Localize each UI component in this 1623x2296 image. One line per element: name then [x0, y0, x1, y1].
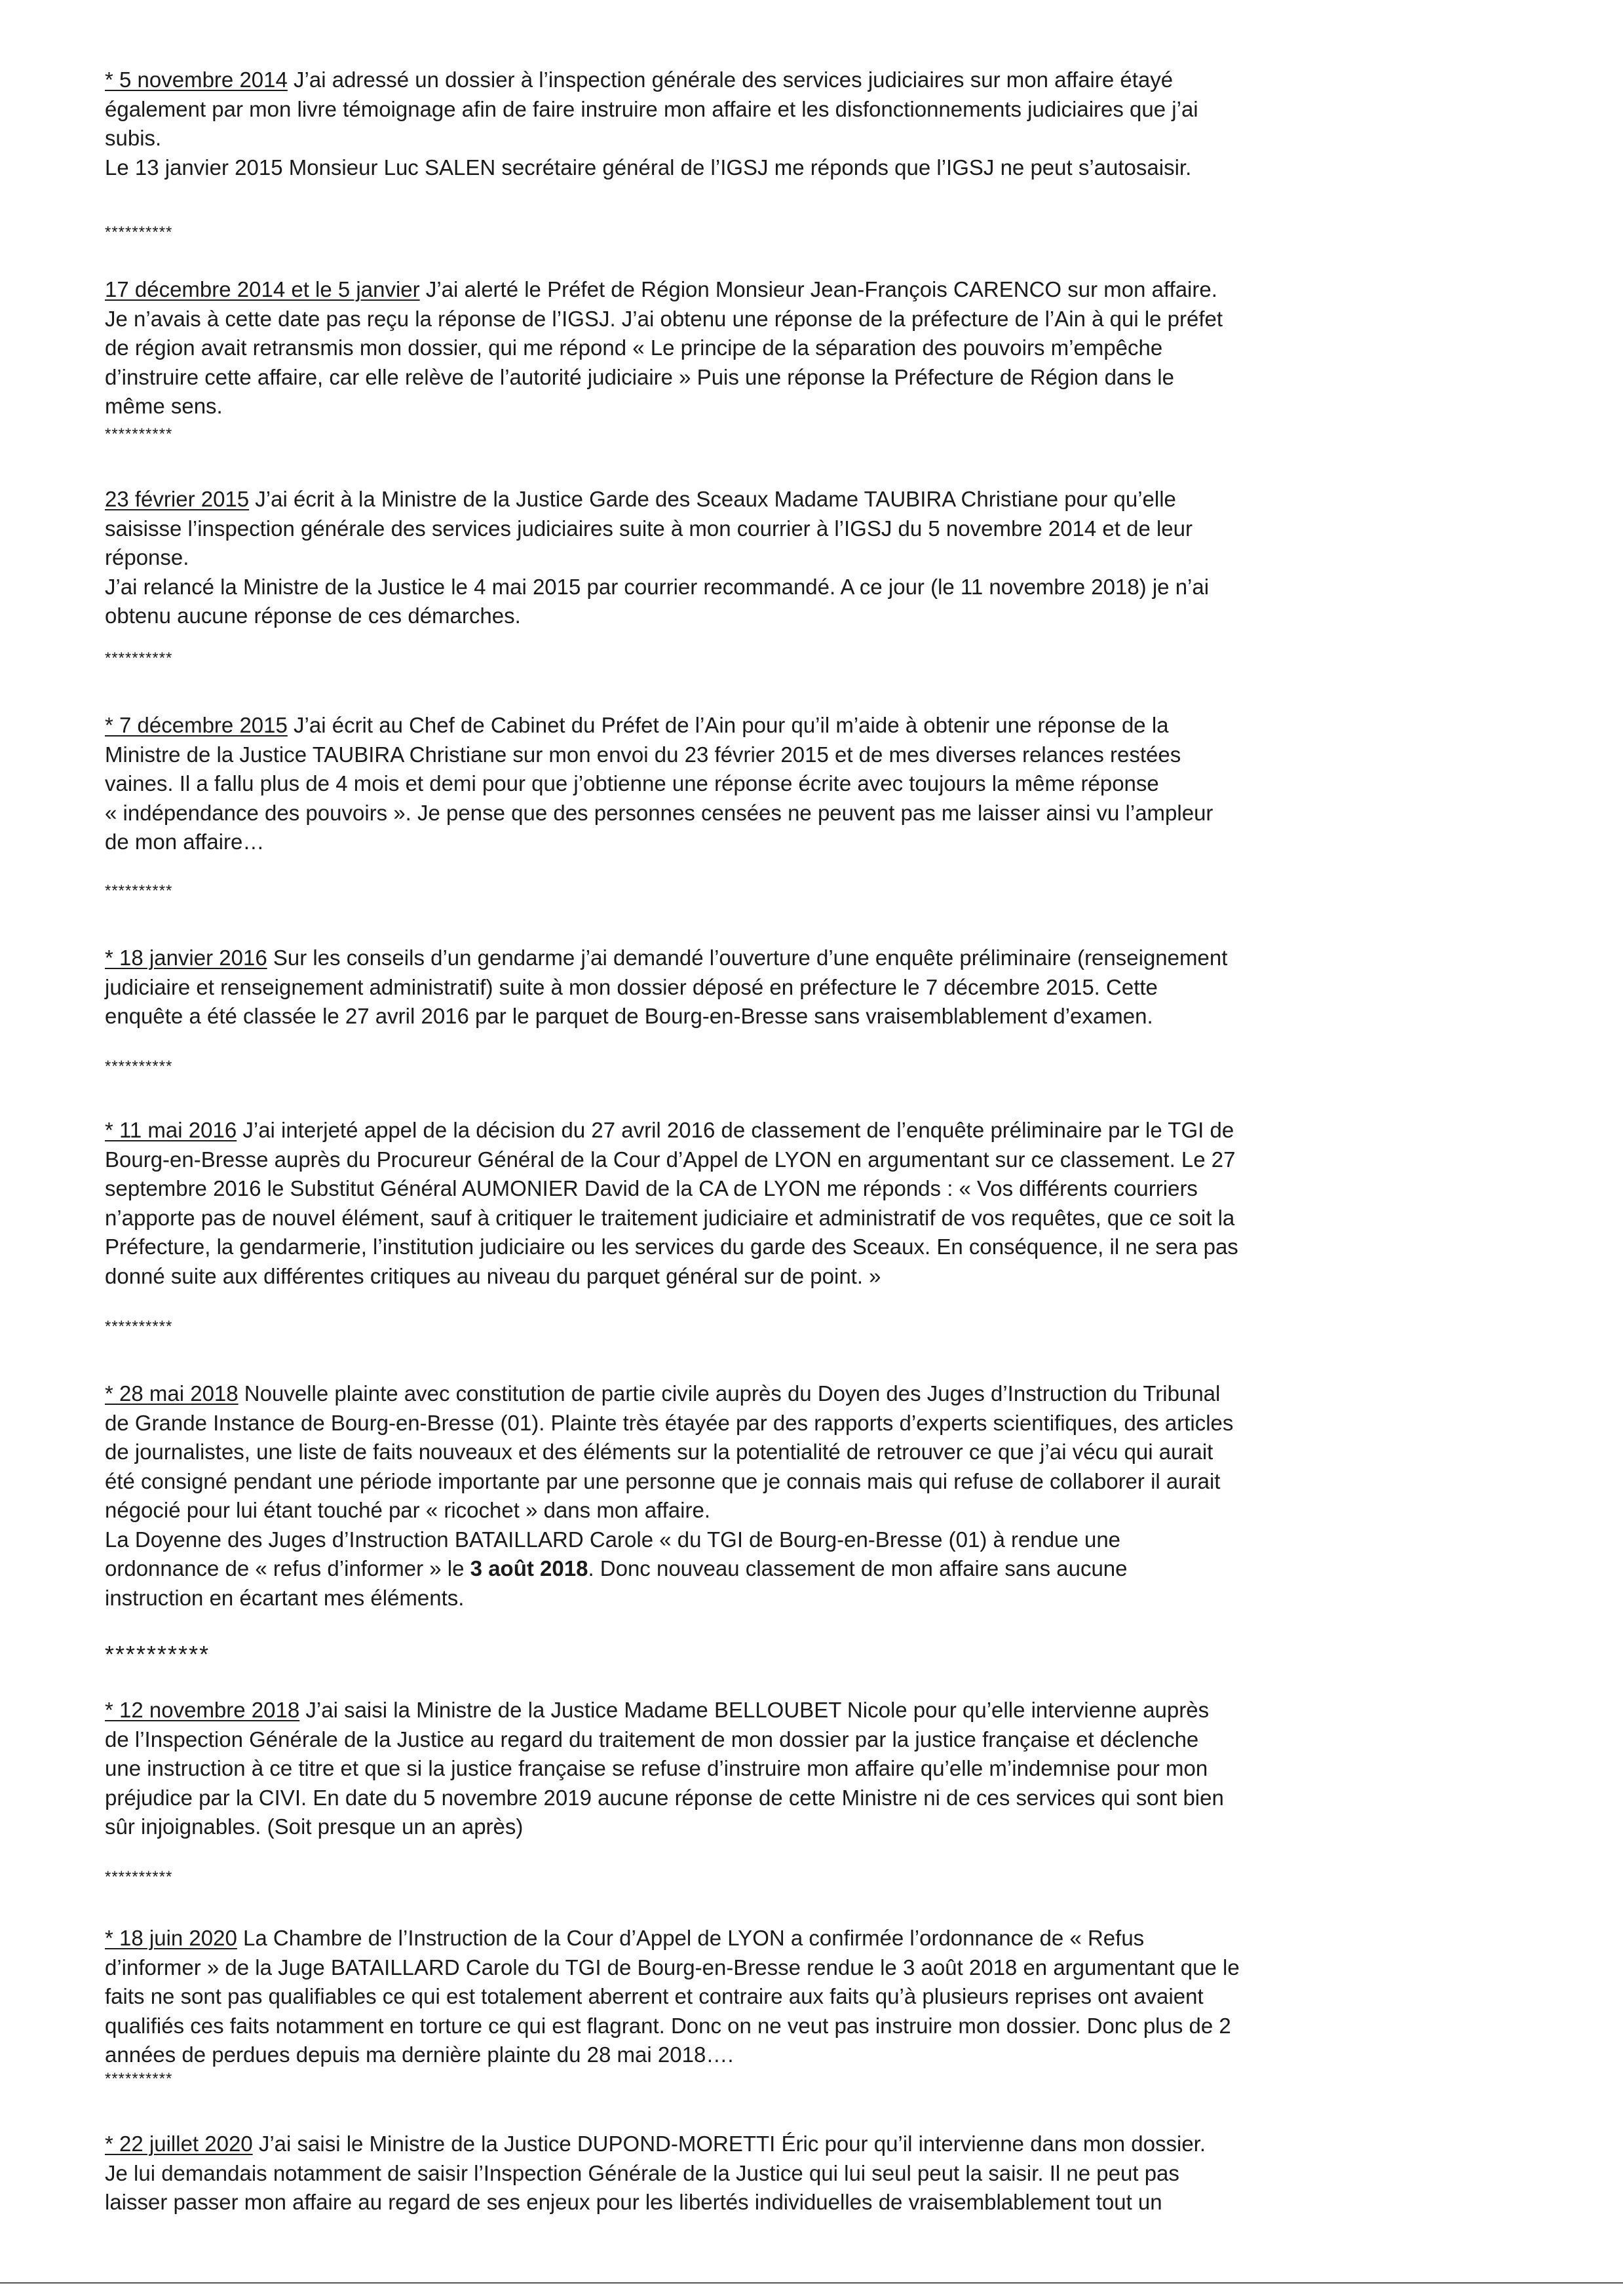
entry-text: enquête a été classée le 27 avril 2016 par le parquet de Bourg-en-Bresse sans vraisemblablement d’examen.: [105, 1004, 1153, 1028]
entry-text: vaines. Il a fallu plus de 4 mois et demi pour que j’obtienne une réponse écrite avec toujours la même réponse: [105, 771, 1159, 795]
entry: [105, 1379, 1233, 1613]
entry-text: réponse.: [105, 545, 189, 569]
entry-date: * 22 juillet 2020: [105, 2132, 253, 2156]
entry-text: donné suite aux différentes critiques au niveau du parquet général sur de point. »: [105, 1263, 881, 1288]
entry-text: . Donc nouveau classement de mon affaire sans aucune: [588, 1556, 1128, 1580]
entry: [105, 711, 1213, 857]
entry-date: * 28 mai 2018: [105, 1381, 239, 1406]
separator: **********: [105, 1058, 173, 1075]
entry-text: Nouvelle plainte avec constitution de partie civile auprès du Doyen des Juges d’Instruction du Tribunal: [238, 1381, 1221, 1406]
entry-text: subis.: [105, 126, 162, 150]
entry-text: négocié pour lui étant touché par « ricochet » dans mon affaire.: [105, 1498, 710, 1522]
entry-bold-date: 3 août 2018: [470, 1556, 588, 1580]
entry-text: laisser passer mon affaire au regard de ses enjeux pour les libertés individuelles de vraisemblablement tout un: [105, 2190, 1162, 2214]
entry-text: obtenu aucune réponse de ces démarches.: [105, 603, 521, 628]
entry: [105, 1696, 1224, 1842]
entry-date: 23 février 2015: [105, 487, 250, 511]
entry-text: même sens.: [105, 394, 223, 418]
entry: [105, 1924, 1240, 2070]
separator: **********: [105, 882, 173, 900]
entry-text: Je lui demandais notamment de saisir l’Inspection Générale de la Justice qui lui seul peut la saisir. Il ne peut pas: [105, 2160, 1179, 2185]
entry: [105, 1116, 1238, 1291]
entry-text: J’ai relancé la Ministre de la Justice le 4 mai 2015 par courrier recommandé. A ce jour (le 11 novembre 2018) je n’ai: [105, 574, 1210, 599]
entry-date: * 12 novembre 2018: [105, 1698, 300, 1722]
entry-text: années de perdues depuis ma dernière plainte du 28 mai 2018….: [105, 2042, 734, 2067]
page-bottom-rule: [0, 2282, 1623, 2284]
entry: [105, 485, 1209, 631]
entry-text: judiciaire et renseignement administratif) suite à mon dossier déposé en préfecture le 7 décembre 2015. Cette: [105, 974, 1158, 999]
entry-text: J’ai saisi la Ministre de la Justice Madame BELLOUBET Nicole pour qu’elle intervienne auprès: [299, 1698, 1210, 1722]
entry-date: 17 décembre 2014 et le 5 janvier: [105, 277, 420, 301]
entry-text: de mon affaire…: [105, 830, 265, 854]
entry-text: également par mon livre témoignage afin de faire instruire mon affaire et les disfonctionnements judiciaires que j’ai: [105, 96, 1198, 121]
entry-text: J’ai saisi le Ministre de la Justice DUPOND-MORETTI Éric pour qu’il intervienne dans mon dossier.: [252, 2132, 1206, 2156]
entry-text: Je n’avais à cette date pas reçu la réponse de l’IGSJ. J’ai obtenu une réponse de la préfecture de l’Ain à qui le préfet: [105, 306, 1223, 331]
entry-text: ordonnance de « refus d’informer » le: [105, 1556, 470, 1580]
entry-text: Ministre de la Justice TAUBIRA Christiane sur mon envoi du 23 février 2015 et de mes diverses relances restées: [105, 742, 1181, 767]
entry-text: Préfecture, la gendarmerie, l’institution judiciaire ou les services du garde des Sceaux. En conséquence, il ne sera pas: [105, 1234, 1238, 1259]
entry-text: d’informer » de la Juge BATAILLARD Carole du TGI de Bourg-en-Bresse rendue le 3 août 2018 en argumentant que le: [105, 1955, 1240, 1980]
entry-text: La Doyenne des Juges d’Instruction BATAILLARD Carole « du TGI de Bourg-en-Bresse (01) à rendue une: [105, 1527, 1121, 1552]
entry-text: été consigné pendant une période importante par une personne que je connais mais qui refuse de collaborer il aurait: [105, 1468, 1221, 1493]
entry-text: J’ai alerté le Préfet de Région Monsieur Jean-François CARENCO sur mon affaire.: [419, 277, 1217, 301]
entry-text: qualifiés ces faits notamment en torture ce qui est flagrant. Donc on ne veut pas instruire mon dossier. Donc plus de 2: [105, 2013, 1231, 2038]
entry-text: préjudice par la CIVI. En date du 5 novembre 2019 aucune réponse de cette Ministre ni de ces services qui sont bien: [105, 1785, 1224, 1810]
separator: **********: [105, 1318, 173, 1335]
entry-text: n’apporte pas de nouvel élément, sauf à critiquer le traitement judiciaire et administratif de vos requêtes, que ce soit la: [105, 1205, 1235, 1230]
entry: [105, 275, 1223, 421]
entry-date: * 5 novembre 2014: [105, 67, 288, 92]
entry-date: * 18 juin 2020: [105, 1926, 237, 1950]
entry-text: La Chambre de l’Instruction de la Cour d’Appel de LYON a confirmée l’ordonnance de « Refus: [237, 1926, 1145, 1950]
entry: [105, 2130, 1206, 2217]
entry-text: J’ai écrit au Chef de Cabinet du Préfet de l’Ain pour qu’il m’aide à obtenir une réponse de la: [287, 713, 1169, 737]
separator: **********: [105, 425, 173, 443]
entry-text: « indépendance des pouvoirs ». Je pense que des personnes censées ne peuvent pas me laisser ainsi vu l’ampleur: [105, 800, 1213, 825]
entry-text: saisisse l’inspection générale des services judiciaires suite à mon courrier à l’IGSJ du 5 novembre 2014 et de leur: [105, 516, 1193, 541]
entry-date: * 7 décembre 2015: [105, 713, 288, 737]
entry: [105, 66, 1198, 182]
separator: **********: [105, 649, 173, 667]
entry-text: de l’Inspection Générale de la Justice au regard du traitement de mon dossier par la justice française et déclenche: [105, 1727, 1199, 1751]
entry-text: Le 13 janvier 2015 Monsieur Luc SALEN secrétaire général de l’IGSJ me réponds que l’IGSJ ne peut s’autosaisir.: [105, 155, 1192, 180]
entry-text: J’ai adressé un dossier à l’inspection générale des services judiciaires sur mon affaire étayé: [287, 67, 1174, 92]
separator: **********: [105, 223, 173, 241]
entry-text: Sur les conseils d’un gendarme j’ai demandé l’ouverture d’une enquête préliminaire (renseignement: [267, 946, 1228, 970]
entry-text: J’ai interjeté appel de la décision du 27 avril 2016 de classement de l’enquête préliminaire par le TGI de: [237, 1118, 1234, 1142]
entry-date: * 18 janvier 2016: [105, 946, 267, 970]
entry-text: d’instruire cette affaire, car elle relève de l’autorité judiciaire » Puis une réponse la Préfecture de Région dans le: [105, 364, 1174, 389]
entry-text: instruction en écartant mes éléments.: [105, 1585, 465, 1610]
entry-date: * 11 mai 2016: [105, 1118, 237, 1142]
entry-text: de région avait retransmis mon dossier, qui me répond « Le principe de la séparation des pouvoirs m’empêche: [105, 335, 1163, 360]
entry-text: J’ai écrit à la Ministre de la Justice Garde des Sceaux Madame TAUBIRA Christiane pour qu’elle: [249, 487, 1176, 511]
entry-text: faits ne sont pas qualifiables ce qui est totalement aberrent et contraire aux faits qu’à plusieurs reprises ont avaient: [105, 1984, 1204, 2008]
entry-text: de Grande Instance de Bourg-en-Bresse (01). Plainte très étayée par des rapports d’experts scientifiques, des articles: [105, 1410, 1234, 1435]
entry-text: sûr injoignables. (Soit presque un an après): [105, 1814, 524, 1839]
separator: **********: [105, 1868, 173, 1886]
entry-text: septembre 2016 le Substitut Général AUMONIER David de la CA de LYON me réponds : « Vos différents courriers: [105, 1176, 1198, 1200]
entry: [105, 944, 1227, 1031]
entry-text: Bourg-en-Bresse auprès du Procureur Général de la Cour d’Appel de LYON en argumentant sur ce classement. Le 27: [105, 1147, 1236, 1172]
separator: **********: [105, 1641, 210, 1668]
separator: **********: [105, 2070, 173, 2088]
entry-text: de journalistes, une liste de faits nouveaux et des éléments sur la potentialité de retrouver ce que j’ai vécu qui aurait: [105, 1440, 1213, 1464]
entry-text: une instruction à ce titre et que si la justice française se refuse d’instruire mon affaire qu’elle m’indemnise pour mon: [105, 1756, 1208, 1780]
